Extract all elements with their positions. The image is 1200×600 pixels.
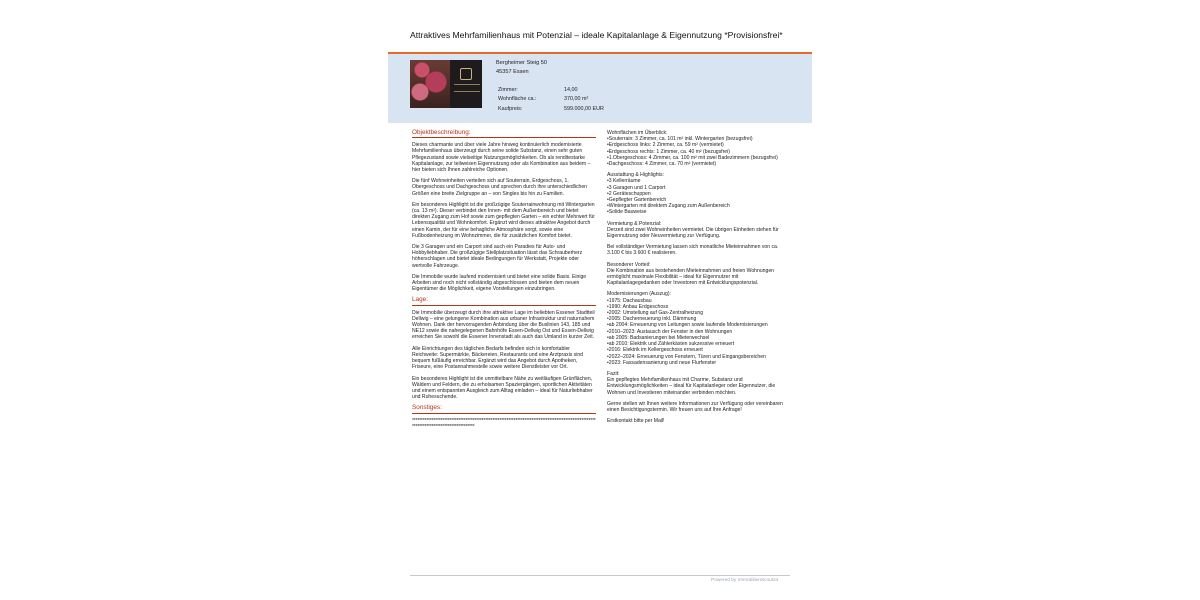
objekt-paragraph: Die Immobilie wurde laufend modernisiert und bietet eine solide Basis. Einige Arbeiten sind noch nicht vollständig abgeschlossen und bieten dem neuen Eigentümer die Möglichkeit, eigene Vorstellungen einzubringen. bbox=[412, 273, 587, 293]
crest-logo bbox=[460, 68, 472, 80]
objekt-paragraph: Ein besonderes Highlight ist die großzügige Souterrainwohnung mit Wintergarten (ca. 13 m²). Dieser verbindet den Innen- mit dem Außenbereich und bietet direkten Zugang zum Hof sowie zum gepflegten Garten – ein echter Mehrwert für Lebensqualität und Wohnkomfort. Ergänzt wird dieses attraktive Angebot durch einen Kamin, der für eine behagliche Atmosphäre sorgt, sowie eine Fußbodenheizung im Wohnzimmer, die für zusätzlichen Komfort bietet. bbox=[412, 201, 595, 239]
listing-header bbox=[388, 54, 812, 123]
objekt-paragraph: Dieses charmante und über viele Jahre hinweg kontinuierlich modernisierte Mehrfamilienhaus überzeugt durch seine solide Substanz, einen sehr guten Pflegezustand sowie vielseitige Nutzungsmöglichkeiten. Ob als renditestarke Kapitalanlage, zur teilweisen Eigennutzung oder als Kombination aus beidem – hier bieten sich Ihnen zahlreiche Optionen. bbox=[412, 142, 591, 174]
left-column bbox=[412, 130, 596, 435]
sign-lettering bbox=[454, 84, 480, 92]
fact-row-price bbox=[498, 105, 618, 114]
detail-paragraph-ausstattung: Ausstattung & Highlights: •3 Kellerräume •3 Garagen und 1 Carport •2 Geräteschuppen •Gepflegter Gartenbereich •Wintergarten mit direktem Zugang zum Außenbereich •Solide Bauweise bbox=[607, 172, 730, 216]
address-city: 45357 Essen bbox=[496, 69, 529, 75]
detail-paragraph-vermietung: Vermietung & Potenzial: Derzeit sind zwei Wohneinheiten vermietet. Die übrigen Einheiten stehen für Eigennutzung oder Neuvermietung zur Verfügung. bbox=[607, 220, 779, 240]
lage-paragraph: Die Immobilie überzeugt durch ihre attraktive Lage im beliebten Essener Stadtteil Dellwig – eine gelungene Kombination aus urbaner Infrastruktur und naturnahem Wohnen. Dank der hervorragenden Anbindung über die Buslinien 143, 185 und NE12 sowie die nahegelegenen Bahnhöfe Essen-Dellwig Ost und Essen-Dellwig erreichen Sie sowohl die Essener Innenstadt als auch das Umland in kurzer Zeit. bbox=[412, 309, 595, 341]
address-street: Bergheimer Steig 50 bbox=[496, 60, 547, 66]
powered-by-link[interactable]: Powered by ImmobilienScout24 bbox=[711, 578, 779, 583]
fact-row-rooms bbox=[498, 86, 618, 95]
right-column bbox=[607, 130, 788, 429]
sonstiges-text: ****************************************************************************************************************************************** bbox=[412, 417, 596, 430]
detail-paragraph-mieteinnahmen: Bei vollständiger Vermietung lassen sich monatliche Mieteinnahmen von ca. 3.100 € bis 3.600 € realisieren. bbox=[607, 244, 779, 257]
section-heading-sonstiges: Sonstiges: bbox=[412, 405, 596, 413]
lage-paragraph: Alle Einrichtungen des täglichen Bedarfs befinden sich in komfortabler Reichweite: Supermärkte, Bäckereien, Restaurants und eine Arztpraxis sind bequem fußläufig erreichbar. Ergänzt wird das Angebot durch Apotheken, Friseure, eine Postannahmestelle sowie weitere Dienstleister vor Ort. bbox=[412, 345, 584, 371]
detail-paragraph-vorteil: Besonderer Vorteil: Die Kombination aus bestehenden Mieteinnahmen und freien Wohnungen ermöglicht maximale Flexibilität – ideal für Eigennutzer mit Kapitalanlagegedanken oder Investoren mit Entwicklungspotenzial. bbox=[607, 261, 774, 287]
detail-paragraph-erstkontakt: Erstkontakt bitte per Mail! bbox=[607, 418, 665, 425]
detail-paragraph-kontakt: Gerne stellen wir Ihnen weitere Informationen zur Verfügung oder vereinbaren einen Besichtigungstermin. Wir freuen uns auf Ihre Anfrage! bbox=[607, 400, 783, 413]
page-title: Attraktives Mehrfamilienhaus mit Potenzial – ideale Kapitalanlage & Eigennutzung *Provisionsfrei* bbox=[410, 30, 783, 40]
fact-label: Zimmer: bbox=[498, 87, 518, 93]
objekt-paragraph: Die fünf Wohneinheiten verteilen sich auf Souterrain, Erdgeschoss, 1. Obergeschoss und Dachgeschoss und sprechen durch ihre unterschiedlichen Größen eine breite Zielgruppe an – von Singles bis hin zu Familien. bbox=[412, 178, 587, 197]
key-facts bbox=[498, 86, 618, 114]
detail-paragraph-modernisierungen: Modernisierungen (Auszug): •1975: Dachausbau •1990: Anbau Erdgeschoss •2002: Umstellung auf Gas-Zentralheizung •2005: Dacherneuerung inkl. Dämmung •ab 2004: Erneuerung von Leitungen sowie laufende Modernisierungen •2010–2023: Austausch der Fenster in den Wohnungen •ab 2005: Badsanierungen bei Mieterwechsel •ab 2010: Elektrik und Zählerkästen sukzessive erneuert •2016: Elektrik im Kellergeschoss erneuert •2022–2024: Erneuerung von Fenstern, Türen und Eingangsbereichen •2023: Fassadensanierung und neue Flurfenster bbox=[607, 291, 768, 366]
objekt-paragraph: Die 3 Garagen und ein Carport sind auch ein Paradies für Auto- und Hobbyliebhaber. Die großzügige Stellplatzsituation lässt das Schrauberherz höherschlagen und bietet ideale Bedingungen für Werkstatt, Projekte oder wertvolle Fahrzeuge. bbox=[412, 244, 583, 269]
property-photo[interactable] bbox=[410, 60, 482, 108]
fact-value: 599.000,00 EUR bbox=[564, 105, 604, 112]
blossom-tree-image bbox=[410, 60, 450, 108]
fact-label: Kaufpreis: bbox=[498, 105, 523, 112]
fact-label: Wohnfläche ca.: bbox=[498, 96, 537, 103]
address bbox=[496, 59, 547, 77]
fact-value: 14,00 bbox=[564, 87, 578, 93]
fact-value: 370,00 m² bbox=[564, 96, 589, 103]
section-heading-lage: Lage: bbox=[412, 297, 596, 305]
footer-divider bbox=[410, 575, 790, 576]
section-heading-objekt: Objektbeschreibung: bbox=[412, 130, 596, 138]
detail-paragraph-fazit: Fazit: Ein gepflegtes Mehrfamilienhaus mit Charme, Substanz und Entwicklungsmöglichkeiten – ideal für Kapitalanleger oder Eigennutzer, die Wohnen und Investieren miteinander verbinden möchten. bbox=[607, 370, 776, 396]
detail-paragraph-wohnflaechen: Wohnflächen im Überblick: •Souterrain: 3 Zimmer, ca. 101 m² inkl. Wintergarten (bezugsfrei) •Erdgeschoss links: 2 Zimmer, ca. 59 m² (vermietet) •Erdgeschoss rechts: 1 Zimmer, ca. 40 m² (bezugsfrei) •1.Obergeschoss: 4 Zimmer, ca. 100 m² mit zwei Badezimmern (bezugsfrei) •Dachgeschoss: 4 Zimmer, ca. 70 m² (vermietet) bbox=[607, 130, 778, 168]
lage-paragraph: Ein besonderes Highlight ist die unmittelbare Nähe zu weitläufigen Grünflächen, Wäldern und Feldern, die zu erholsamen Spaziergängen, sportlichen Aktivitäten und einem entspannten Ausgleich zum Alltag einladen – ideal für Naturliebhaber und Ruhesuchende. bbox=[412, 375, 593, 401]
fact-row-living-area bbox=[498, 95, 618, 104]
